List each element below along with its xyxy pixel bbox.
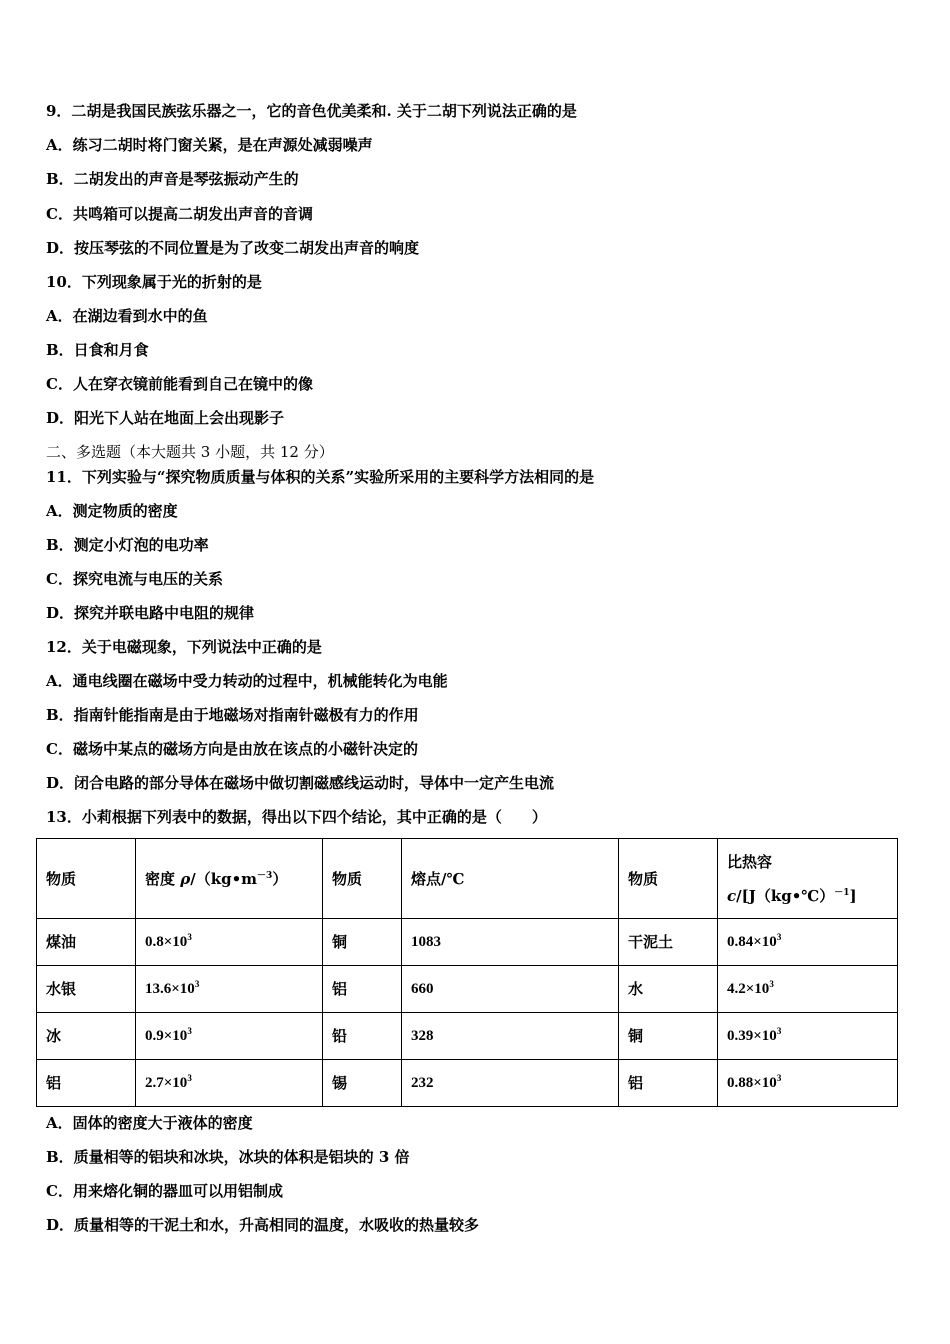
substance-cell: 铝 xyxy=(619,1060,718,1107)
specific-heat-symbol: c xyxy=(727,886,737,905)
question-13-stem: 13．小莉根据下列表中的数据，得出以下四个结论，其中正确的是（ ） xyxy=(46,808,547,826)
melting-cell: 660 xyxy=(402,966,619,1013)
table-row xyxy=(37,1013,898,1060)
substance-cell: 煤油 xyxy=(37,919,136,966)
specific-heat-label: 比热容 xyxy=(727,852,773,871)
question-10-option-d: D．阳光下人站在地面上会出现影子 xyxy=(46,409,285,427)
specific-heat-cell: $0.88\times 10^3$ xyxy=(718,1060,898,1107)
substance-cell: 铝 xyxy=(323,966,402,1013)
density-unit-a: /（kg•m xyxy=(190,869,258,888)
substance-cell: 锡 xyxy=(323,1060,402,1107)
melting-cell: 1083 xyxy=(402,919,619,966)
question-10-option-b: B．日食和月食 xyxy=(46,341,149,359)
table-row xyxy=(37,1060,898,1107)
question-10-stem: 10．下列现象属于光的折射的是 xyxy=(46,273,262,291)
question-10-option-a: A．在湖边看到水中的鱼 xyxy=(46,307,208,325)
table-row xyxy=(37,966,898,1013)
header-substance-3: 物质 xyxy=(619,839,718,919)
question-13-option-d: D．质量相等的干泥土和水，升高相同的温度，水吸收的热量较多 xyxy=(46,1216,480,1234)
question-11-option-a: A．测定物质的密度 xyxy=(46,502,178,520)
header-substance-2: 物质 xyxy=(323,839,402,919)
substance-cell: 水 xyxy=(619,966,718,1013)
question-13-option-a: A．固体的密度大于液体的密度 xyxy=(46,1114,253,1132)
density-cell: $0.8\times 10^3$ xyxy=(136,919,323,966)
specific-heat-cell: $0.39\times 10^3$ xyxy=(718,1013,898,1060)
question-12-stem: 12．关于电磁现象，下列说法中正确的是 xyxy=(46,638,322,656)
header-density xyxy=(136,839,323,919)
table-header-row xyxy=(37,839,898,919)
substance-cell: 铜 xyxy=(619,1013,718,1060)
question-11-option-c: C．探究电流与电压的关系 xyxy=(46,570,223,588)
question-9-option-c: C．共鸣箱可以提高二胡发出声音的音调 xyxy=(46,205,313,223)
question-9-option-d: D．按压琴弦的不同位置是为了改变二胡发出声音的响度 xyxy=(46,239,420,257)
density-unit-b: ） xyxy=(272,869,288,888)
density-prefix: 密度 xyxy=(145,869,181,888)
header-melting-point: 熔点/℃ xyxy=(402,839,619,919)
table-row xyxy=(37,919,898,966)
header-specific-heat xyxy=(718,839,898,919)
question-11-stem: 11．下列实验与“探究物质质量与体积的关系”实验所采用的主要科学方法相同的是 xyxy=(46,468,595,486)
substance-cell: 水银 xyxy=(37,966,136,1013)
question-13-option-b: B．质量相等的铝块和冰块，冰块的体积是铝块的 3 倍 xyxy=(46,1148,410,1166)
specific-heat-cell: $0.84\times 10^3$ xyxy=(718,919,898,966)
density-exponent: －3 xyxy=(257,870,273,881)
substance-cell: 铜 xyxy=(323,919,402,966)
specific-heat-cell: $4.2\times 10^3$ xyxy=(718,966,898,1013)
substance-cell: 冰 xyxy=(37,1013,136,1060)
density-cell: $2.7\times 10^3$ xyxy=(136,1060,323,1107)
density-symbol: ρ xyxy=(180,869,191,888)
substance-cell: 铅 xyxy=(323,1013,402,1060)
header-substance-1: 物质 xyxy=(37,839,136,919)
question-11-option-b: B．测定小灯泡的电功率 xyxy=(46,536,209,554)
substance-cell: 干泥土 xyxy=(619,919,718,966)
melting-cell: 232 xyxy=(402,1060,619,1107)
question-9-stem: 9．二胡是我国民族弦乐器之一，它的音色优美柔和. 关于二胡下列说法正确的是 xyxy=(46,102,577,120)
substance-data-table xyxy=(36,838,898,1107)
question-12-option-c: C．磁场中某点的磁场方向是由放在该点的小磁针决定的 xyxy=(46,740,418,758)
density-cell: $13.6\times 10^3$ xyxy=(136,966,323,1013)
question-9-option-a: A．练习二胡时将门窗关紧，是在声源处减弱噪声 xyxy=(46,136,373,154)
section-heading: 二、多选题（本大题共 3 小题，共 12 分） xyxy=(46,443,334,461)
question-11-option-d: D．探究并联电路中电阻的规律 xyxy=(46,604,255,622)
question-12-option-d: D．闭合电路的部分导体在磁场中做切割磁感线运动时，导体中一定产生电流 xyxy=(46,774,555,792)
question-12-option-b: B．指南针能指南是由于地磁场对指南针磁极有力的作用 xyxy=(46,706,419,724)
melting-cell: 328 xyxy=(402,1013,619,1060)
question-13-option-c: C．用来熔化铜的器皿可以用铝制成 xyxy=(46,1182,283,1200)
question-12-option-a: A．通电线圈在磁场中受力转动的过程中，机械能转化为电能 xyxy=(46,672,448,690)
specific-heat-unit-a: /[J（kg•℃） xyxy=(736,886,835,905)
substance-cell: 铝 xyxy=(37,1060,136,1107)
specific-heat-unit-b: ] xyxy=(849,886,857,905)
specific-heat-exponent: －1 xyxy=(834,887,850,898)
density-cell: $0.9\times 10^3$ xyxy=(136,1013,323,1060)
question-9-option-b: B．二胡发出的声音是琴弦振动产生的 xyxy=(46,170,299,188)
question-10-option-c: C．人在穿衣镜前能看到自己在镜中的像 xyxy=(46,375,313,393)
